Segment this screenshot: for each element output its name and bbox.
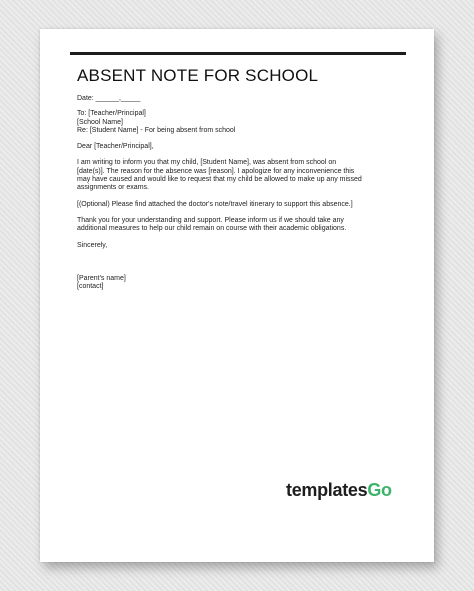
recipient-line: To: [Teacher/Principal] [77,110,146,118]
paragraph-1-line: [date(s)]. The reason for the absence was [reason]. I apologize for any inconvenience this [77,167,355,175]
paragraph-1-line: may have caused and would like to request that my child be allowed to make up any missed [77,176,362,184]
salutation: Dear [Teacher/Principal], [77,143,154,151]
date-line: Date: ______,_____ [77,95,141,102]
paragraph-1-line: I am writing to inform you that my child, [Student Name], was absent from school on [77,159,337,167]
document-title: ABSENT NOTE FOR SCHOOL [77,66,319,85]
recipient-line: [School Name] [77,118,123,126]
signature-name: [Parent's name] [77,274,126,282]
header-rule [70,52,406,55]
paragraph-1-line: assignments or exams. [77,184,149,192]
brand-logo-accent: Go [367,480,392,500]
signature-contact: [contact] [77,283,104,291]
subject-line: Re: [Student Name] - For being absent from school [77,126,236,134]
paragraph-3-line: Thank you for your understanding and support. Please inform us if we should take any [77,216,344,224]
brand-logo [286,480,392,501]
letter-body [77,95,407,291]
paragraph-3-line: additional measures to help our child remain on course with their academic obligations. [77,225,347,233]
closing: Sincerely, [77,241,108,249]
brand-logo-text: templates [286,480,368,500]
optional-note: [(Optional) Please find attached the doctor's note/travel itinerary to support this absence.] [77,200,353,208]
